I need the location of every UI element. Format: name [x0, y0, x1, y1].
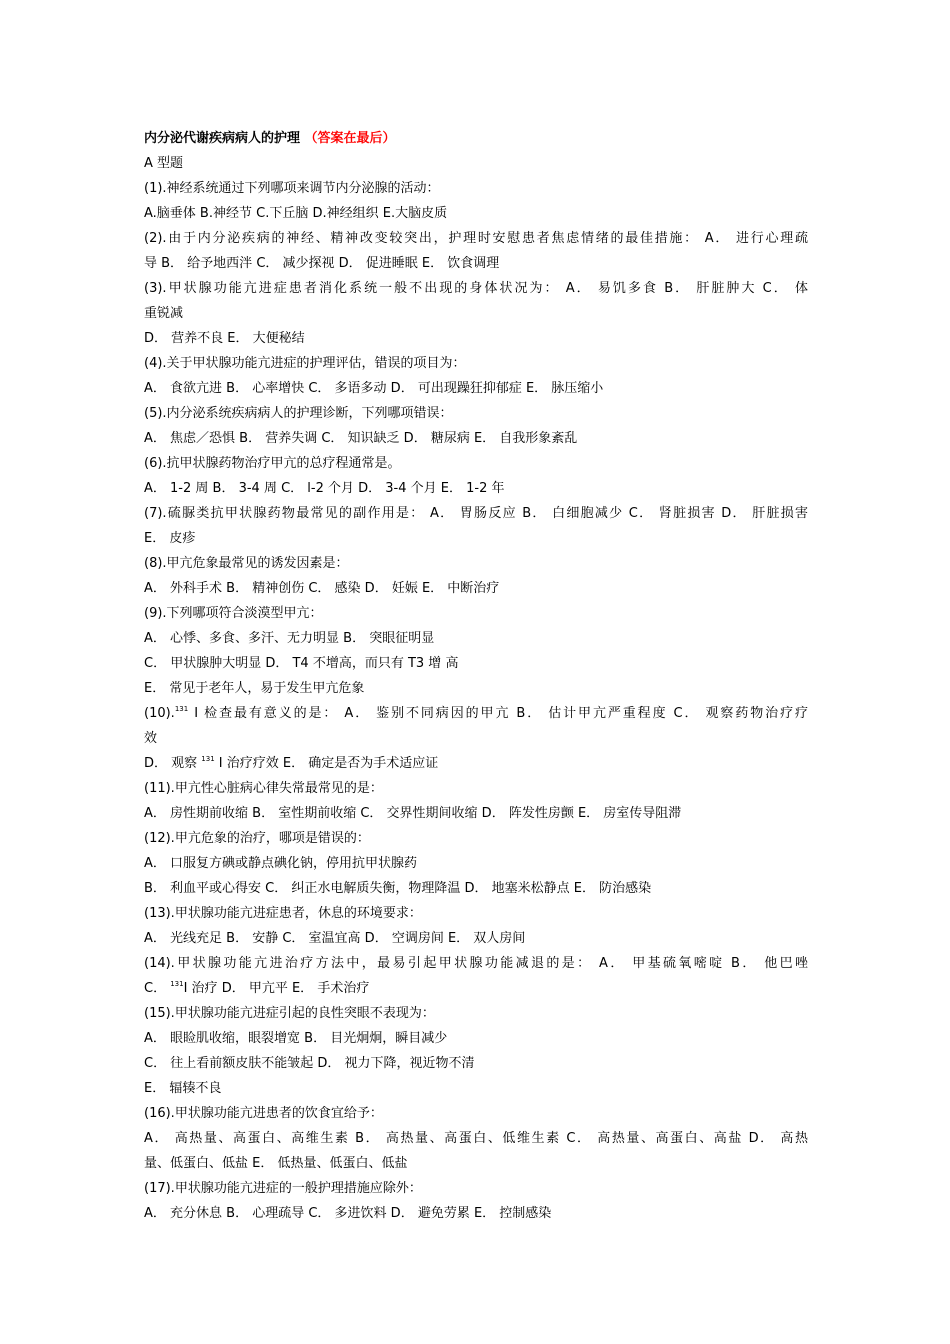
- title-note: （答案在最后）: [304, 131, 396, 146]
- option-line: A． 高热量、高蛋白、高维生素 B． 高热量、高蛋白、低维生素 C． 高热量、高蛋白、高盐 D． 高热: [144, 1131, 808, 1146]
- question-line: (11).甲亢性心脏病心律失常最常见的是：: [144, 781, 383, 796]
- question-line: (3).甲状腺功能亢进症患者消化系统一般不出现的身体状况为： A． 易饥多食 B． 肝脏肿大 C． 体: [144, 281, 808, 296]
- q14-option-c: C．: [144, 981, 171, 996]
- title-text: 内分泌代谢疾病病人的护理: [144, 131, 301, 146]
- option-line: A.脑垂体 B.神经节 C.下丘脑 D.神经组织 E.大脑皮质: [144, 206, 448, 221]
- question-line: (2).由于内分泌疾病的神经、精神改变较突出，护理时安慰患者焦虑情绪的最佳措施： A． 进行心理疏: [144, 231, 808, 246]
- option-line: 导 B． 给予地西泮 C． 减少探视 D． 促进睡眠 E． 饮食调理: [144, 256, 500, 271]
- question-line: (16).甲状腺功能亢进患者的饮食宜给予：: [144, 1106, 383, 1121]
- option-line: 量、低蛋白、低盐 E． 低热量、低蛋白、低盐: [144, 1156, 408, 1171]
- question-line: (6).抗甲状腺药物治疗甲亢的总疗程通常是。: [144, 456, 401, 471]
- question-line: (7).硫脲类抗甲状腺药物最常见的副作用是： A． 胃肠反应 B． 白细胞减少 C． 肾脏损害 D． 肝脏损害: [144, 506, 808, 521]
- option-line: 重锐减: [144, 306, 184, 321]
- q10-option-d: D． 观察: [144, 756, 202, 771]
- option-line: A． 外科手术 B． 精神创伤 C． 感染 D． 妊娠 E． 中断治疗: [144, 581, 500, 596]
- option-line: C． 甲状腺肿大明显 D． T4 不增高，而只有 T3 增 高: [144, 656, 459, 671]
- q10-option-superscript: 131: [201, 755, 215, 763]
- option-line: 效: [144, 731, 158, 746]
- q14-superscript: 131: [170, 980, 184, 988]
- option-line: C． 往上看前额皮肤不能皱起 D． 视力下降，视近物不清: [144, 1056, 475, 1071]
- q14-option-rest: I 治疗 D． 甲亢平 E． 手术治疗: [183, 981, 370, 996]
- option-line: A． 光线充足 B． 安静 C． 室温宜高 D． 空调房间 E． 双人房间: [144, 931, 526, 946]
- q10-superscript: 131: [174, 705, 189, 713]
- question-line: (15).甲状腺功能亢进症引起的良性突眼不表现为：: [144, 1006, 435, 1021]
- document-content: [144, 126, 808, 1226]
- question-line-10: [144, 701, 808, 726]
- q10-prefix: (10).: [144, 706, 175, 721]
- question-line: (14).甲状腺功能亢进治疗方法中，最易引起甲状腺功能减退的是： A． 甲基硫氧嘧啶 B． 他巴唑: [144, 956, 808, 971]
- question-line: (13).甲状腺功能亢进症患者，休息的环境要求：: [144, 906, 422, 921]
- section-heading: A 型题: [144, 156, 184, 171]
- option-line: A． 口服复方碘或静点碘化钠，停用抗甲状腺药: [144, 856, 418, 871]
- option-line: A． 食欲亢进 B． 心率增快 C． 多语多动 D． 可出现躁狂抑郁症 E． 脉压缩小: [144, 381, 604, 396]
- option-line: A． 心悸、多食、多汗、无力明显 B． 突眼征明显: [144, 631, 435, 646]
- option-line: B． 利血平或心得安 C． 纠正水电解质失衡，物理降温 D． 地塞米松静点 E． 防治感染: [144, 881, 652, 896]
- question-line: (9).下列哪项符合淡漠型甲亢：: [144, 606, 323, 621]
- option-line: A． 充分休息 B． 心理疏导 C． 多进饮料 D． 避免劳累 E． 控制感染: [144, 1206, 552, 1221]
- option-line: E． 常见于老年人，易于发生甲亢危象: [144, 681, 365, 696]
- question-line: (5).内分泌系统疾病病人的护理诊断，下列哪项错误：: [144, 406, 453, 421]
- question-line: (4).关于甲状腺功能亢进症的护理评估，错误的项目为：: [144, 356, 466, 371]
- option-line: E． 皮疹: [144, 531, 196, 546]
- option-line: E． 辐辏不良: [144, 1081, 222, 1096]
- option-line: A． 眼睑肌收缩，眼裂增宽 B． 目光炯炯，瞬目减少: [144, 1031, 448, 1046]
- option-line: A． 1-2 周 B． 3-4 周 C． l-2 个月 D． 3-4 个月 E． 1-2 年: [144, 481, 505, 496]
- option-line: [144, 751, 808, 776]
- option-line: D． 营养不良 E． 大便秘结: [144, 331, 305, 346]
- q10-text: I 检查最有意义的是： A． 鉴别不同病因的甲亢 B． 估计甲亢严重程度 C． 观察药物治疗疗: [188, 706, 808, 721]
- question-line: (1).神经系统通过下列哪项来调节内分泌腺的活动：: [144, 181, 440, 196]
- question-line: (17).甲状腺功能亢进症的一般护理措施应除外：: [144, 1181, 422, 1196]
- option-line: A． 焦虑／恐惧 B． 营养失调 C． 知识缺乏 D． 糖尿病 E． 自我形象紊乱: [144, 431, 578, 446]
- option-line: [144, 976, 808, 1001]
- option-line: A． 房性期前收缩 B． 室性期前收缩 C． 交界性期间收缩 D． 阵发性房颤 E． 房室传导阻滞: [144, 806, 682, 821]
- q10-option-rest: I 治疗疗效 E． 确定是否为手术适应证: [214, 756, 439, 771]
- document-title: [144, 126, 808, 151]
- question-line: (8).甲亢危象最常见的诱发因素是：: [144, 556, 349, 571]
- question-line: (12).甲亢危象的治疗，哪项是错误的：: [144, 831, 370, 846]
